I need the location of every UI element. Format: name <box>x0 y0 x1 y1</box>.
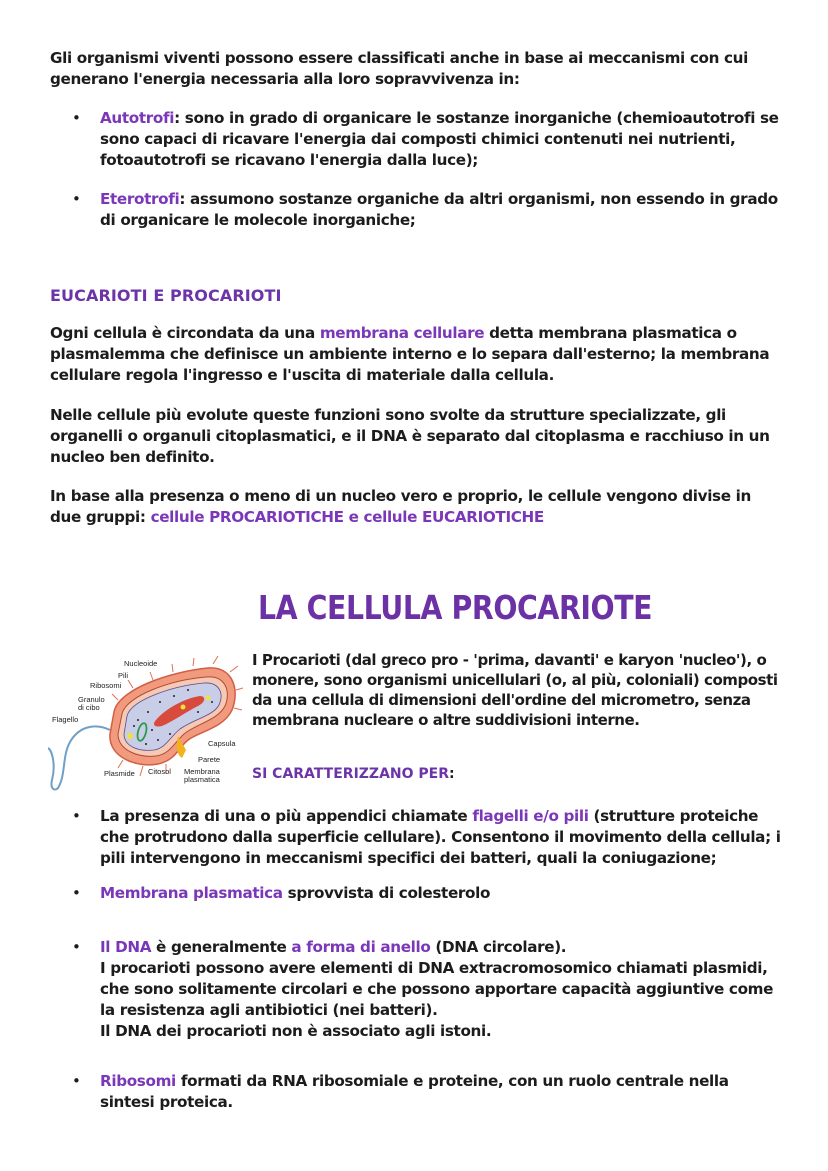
list-item-flagelli <box>72 806 782 869</box>
list-item-text: La presenza di una o più appendici chiamate flagelli e/o pili (strutture proteiche che protrudono dalla superficie cellulare). Consentono il movimento della cellula; i pili intervengono in meccanismi specifici dei batteri, quali la coniugazione; <box>100 807 781 867</box>
list-item-text: Ribosomi formati da RNA ribosomiale e proteine, con un ruolo centrale nella sintesi proteica. <box>100 1072 729 1111</box>
membrane-paragraph: Ogni cellula è circondata da una membrana cellulare detta membrana plasmatica o plasmalemma che definisce un ambiente interno e lo separa dall'esterno; la membrana cellulare regola l'ingresso e l'uscita di materiale dalla cellula. <box>50 324 770 384</box>
intro-paragraph: Gli organismi viventi possono essere classificati anche in base ai meccanismi con cui generano l'energia necessaria alla loro sopravvivenza in: <box>50 49 748 88</box>
list-item-autotrofi <box>72 108 782 171</box>
highlight-il-dna: Il DNA <box>100 938 152 956</box>
svg-text:di cibo: di cibo <box>78 703 100 712</box>
prokaryote-intro-paragraph: I Procarioti (dal greco pro - 'prima, davanti' e karyon 'nucleo'), o monere, sono organismi unicellulari (o, al più, coloniali) composti da una cellula di dimensioni dell'ordine del micrometro, senza membrana nucleare o altre suddivisioni interne. <box>252 651 778 729</box>
highlight-flagelli-pili: flagelli e/o pili <box>472 807 589 825</box>
bullet-icon: • <box>72 1072 81 1090</box>
bacterium-illustration-icon <box>48 650 243 792</box>
subheading-characteristics: SI CARATTERIZZANO PER: <box>252 766 455 782</box>
svg-text:Plasmide: Plasmide <box>104 769 135 778</box>
svg-text:Membrana: Membrana <box>184 767 220 776</box>
bullet-icon: • <box>72 109 81 127</box>
svg-text:Parete: Parete <box>198 755 221 764</box>
svg-text:Granulo: Granulo <box>78 695 105 704</box>
svg-text:Pili: Pili <box>118 671 129 680</box>
term-autotrofi: Autotrofi <box>100 109 175 127</box>
list-item-eterotrofi <box>72 189 782 231</box>
svg-text:plasmatica: plasmatica <box>184 775 220 784</box>
list-item-dna <box>72 937 782 1042</box>
groups-paragraph: In base alla presenza o meno di un nucleo vero e proprio, le cellule vengono divise in due gruppi: cellule PROCARIOTICHE e cellule EUCARIOTICHE <box>50 487 751 526</box>
list-item-text: Il DNA è generalmente a forma di anello (DNA circolare). I procarioti possono avere elementi di DNA extracromosomico chiamati plasmidi, che sono solitamente circolari e che possono apportare capacità aggiuntive come la resistenza agli antibiotici (nei batteri). Il DNA dei procarioti non è associato agli istoni. <box>100 938 774 1040</box>
highlight-ribosomi: Ribosomi <box>100 1072 176 1090</box>
bullet-icon: • <box>72 938 81 956</box>
highlight-cell-groups: cellule PROCARIOTICHE e cellule EUCARIOTICHE <box>150 508 544 526</box>
bullet-icon: • <box>72 884 81 902</box>
bullet-icon: • <box>72 807 81 825</box>
list-item-ribosomi <box>72 1071 782 1113</box>
section-heading-eucarioti-procarioti: EUCARIOTI E PROCARIOTI <box>50 286 282 305</box>
prokaryote-cell-diagram <box>48 650 243 792</box>
svg-text:Citosol: Citosol <box>148 767 171 776</box>
page-title: LA CELLULA PROCARIOTE <box>258 588 653 627</box>
svg-text:Capsula: Capsula <box>208 739 236 748</box>
list-item-text: Eterotrofi: assumono sostanze organiche da altri organismi, non essendo in grado di organicare le molecole inorganiche; <box>100 190 778 229</box>
list-item-membrana <box>72 883 782 904</box>
list-item-text: Autotrofi: sono in grado di organicare le sostanze inorganiche (chemioautotrofi se sono capaci di ricavare l'energia dai composti chimici contenuti nei nutrienti, fotoautotrofi se ricavano l'energia dalla luce); <box>100 109 779 169</box>
organelles-paragraph: Nelle cellule più evolute queste funzioni sono svolte da strutture specializzate, gli organelli o organuli citoplasmatici, e il DNA è separato dal citoplasma e racchiuso in un nucleo ben definito. <box>50 406 770 466</box>
svg-text:Flagello: Flagello <box>52 715 79 724</box>
bullet-icon: • <box>72 190 81 208</box>
svg-text:Ribosomi: Ribosomi <box>90 681 122 690</box>
svg-text:Nucleoide: Nucleoide <box>124 659 158 668</box>
highlight-forma-anello: a forma di anello <box>291 938 431 956</box>
list-item-text: Membrana plasmatica sprovvista di colesterolo <box>100 884 491 902</box>
highlight-membrana-plasmatica: Membrana plasmatica <box>100 884 283 902</box>
term-eterotrofi: Eterotrofi <box>100 190 180 208</box>
highlight-membrana-cellulare: membrana cellulare <box>319 324 485 342</box>
